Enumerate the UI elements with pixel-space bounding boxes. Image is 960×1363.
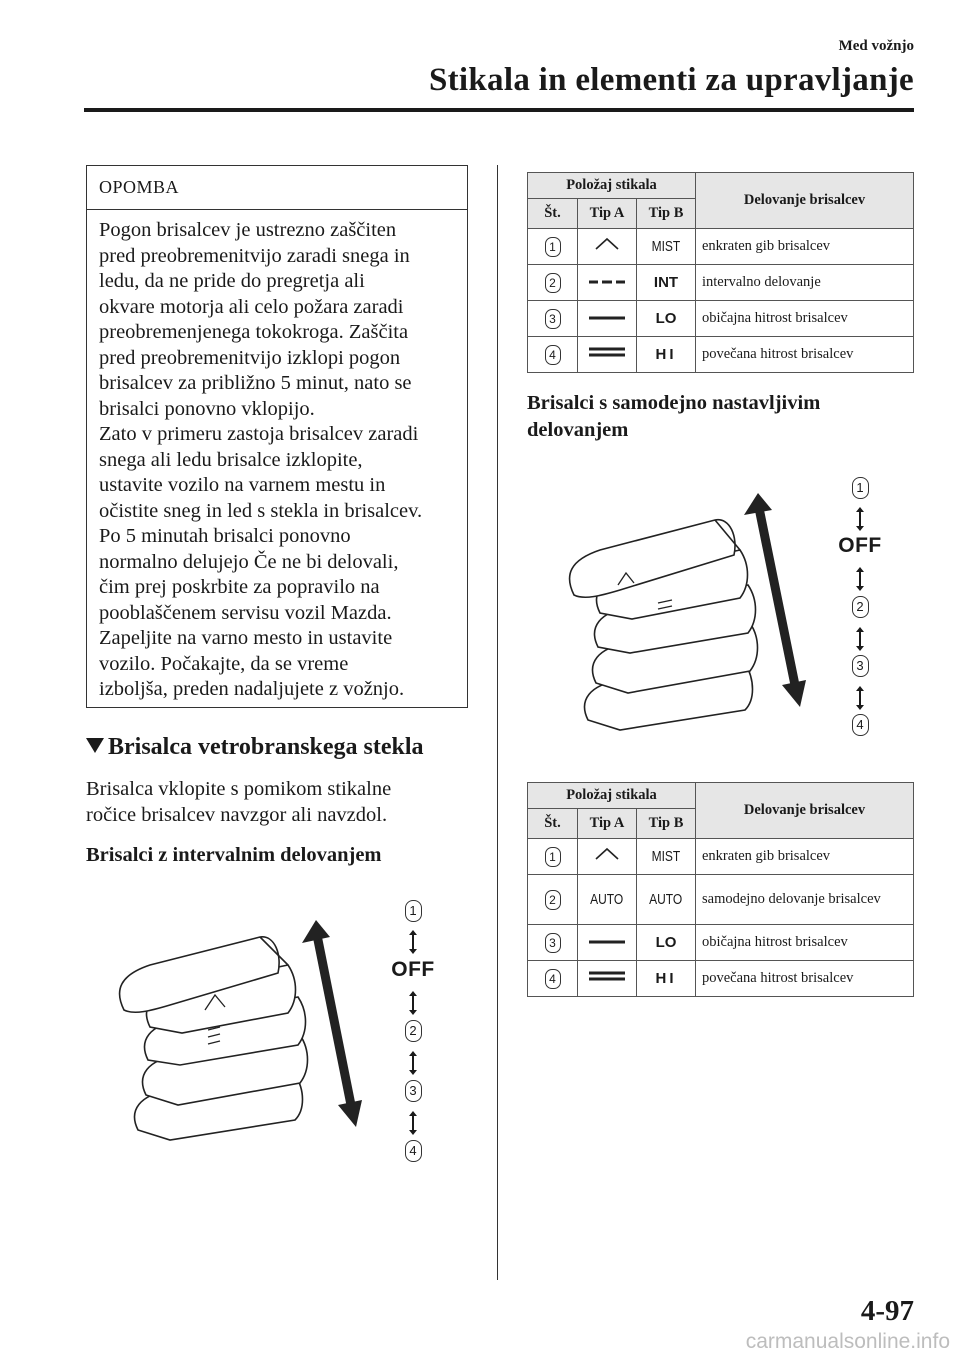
header-position: Položaj stikala [528, 783, 696, 809]
table-row: 2 AUTO AUTO samodejno delovanje brisalcev [528, 875, 914, 925]
note-line: brisalci ponovno vklopijo. [99, 397, 315, 420]
double-arrow-icon [859, 509, 861, 529]
subheading-auto: Brisalci s samodejno nastavljivim delovanjem [527, 392, 821, 441]
watermark: carmanualsonline.info [745, 1330, 950, 1353]
note-line: okvare motorja ali celo požara zaradi [99, 295, 404, 318]
note-line: brisalcev za približno 5 minut, nato se [99, 372, 412, 394]
note-line: pred preobremenitvijo zaradi snega in [99, 244, 410, 267]
table-row: 4 HI povečana hitrost brisalcev [528, 337, 914, 373]
note-line: preobremenjenega tokokroga. Zaščita [99, 321, 409, 343]
high-speed-bars-icon [587, 346, 627, 358]
note-heading: OPOMBA [87, 166, 467, 210]
table-row: 3 LO običajna hitrost brisalcev [528, 301, 914, 337]
note-box [86, 165, 468, 708]
high-speed-bars-icon [587, 970, 627, 982]
mist-arc-icon [592, 237, 622, 251]
note-line: očistite sneg in led s stekla in brisalcev. [99, 499, 423, 522]
section-paragraph: Brisalca vklopite s pomikom stikalne ročice brisalcev navzgor ali navzdol. [86, 778, 392, 826]
callout-off: OFF [838, 534, 882, 557]
note-line: čim prej poskrbite za popravilo na [99, 576, 380, 598]
hi-label: HI [655, 969, 677, 987]
table-row: 4 HI povečana hitrost brisalcev [528, 961, 914, 997]
note-line: ledu, da ne pride do pregretja ali [99, 270, 365, 292]
wiper-table-interval [527, 172, 914, 373]
table-row: 1 MIST enkraten gib brisalcev [528, 229, 914, 265]
callout-2: 2 [845, 596, 875, 618]
auto-label-b: AUTO [649, 890, 683, 908]
callout-4: 4 [845, 714, 875, 736]
callout-off: OFF [391, 958, 435, 981]
hi-label: HI [655, 345, 677, 363]
note-line: Pogon brisalcev je ustrezno zaščiten [99, 219, 397, 241]
note-line: pred preobremenitvijo izklopi pogon [99, 346, 401, 369]
double-arrow-icon [412, 932, 414, 952]
auto-label-a: AUTO [590, 890, 624, 908]
note-line: Po 5 minutah brisalci ponovno [99, 525, 351, 547]
section-heading: Brisalca vetrobranskega stekla [86, 734, 424, 761]
note-body [87, 210, 467, 703]
note-line: izboljša, preden nadaljujete z vožnjo. [99, 678, 405, 700]
table-row: 3 LO običajna hitrost brisalcev [528, 925, 914, 961]
column-divider [497, 165, 498, 1280]
low-speed-bar-icon [587, 938, 627, 946]
header-type-a: Tip A [578, 809, 637, 839]
wiper-lever-illustration-2 [560, 485, 830, 745]
callout-3: 3 [845, 655, 875, 677]
header-action: Delovanje brisalcev [696, 173, 914, 229]
subheading-interval: Brisalci z intervalnim delovanjem [86, 844, 382, 866]
callout-3: 3 [398, 1080, 428, 1102]
note-line: snega ali ledu brisalce izklopite, [99, 448, 363, 471]
double-arrow-icon [859, 629, 861, 649]
table-row: 2 INT intervalno delovanje [528, 265, 914, 301]
note-line: Zato v primeru zastoja brisalcev zaradi [99, 423, 419, 445]
header-rule [84, 108, 914, 112]
interval-dashes-icon [587, 278, 627, 286]
header-no: Št. [528, 199, 578, 229]
low-speed-bar-icon [587, 314, 627, 322]
int-label: INT [653, 273, 679, 291]
wiper-table-auto [527, 782, 914, 997]
note-line: pooblaščenem servisu vozil Mazda. [99, 601, 392, 624]
callout-1: 1 [845, 477, 875, 499]
lo-label: LO [655, 309, 677, 327]
header-type-a: Tip A [578, 199, 637, 229]
note-line: Zapeljite na varno mesto in ustavite [99, 627, 393, 649]
header-action: Delovanje brisalcev [696, 783, 914, 839]
header-type-b: Tip B [637, 199, 696, 229]
note-line: vozilo. Počakajte, da se vreme [99, 652, 349, 675]
header-position: Položaj stikala [528, 173, 696, 199]
page-title: Stikala in elementi za upravljanje [428, 62, 914, 98]
page-number: 4-97 [860, 1295, 914, 1327]
wiper-lever-illustration-1 [110, 915, 370, 1155]
callout-2: 2 [398, 1020, 428, 1042]
section-label: Med vožnjo [838, 38, 914, 54]
header-type-b: Tip B [637, 809, 696, 839]
double-arrow-icon [412, 1053, 414, 1073]
double-arrow-icon [859, 569, 861, 589]
mist-label: MIST [651, 847, 681, 865]
callout-1: 1 [398, 900, 428, 922]
table-row: 1 MIST enkraten gib brisalcev [528, 839, 914, 875]
callout-4: 4 [398, 1140, 428, 1162]
note-line: normalno delujejo Če ne bi delovali, [99, 550, 399, 573]
header-no: Št. [528, 809, 578, 839]
lo-label: LO [655, 933, 677, 951]
mist-arc-icon [592, 847, 622, 861]
mist-label: MIST [651, 237, 681, 255]
note-line: ustavite vozilo na varnem mestu in [99, 474, 386, 496]
double-arrow-icon [412, 993, 414, 1013]
double-arrow-icon [412, 1113, 414, 1133]
triangle-bullet-icon [86, 738, 104, 753]
double-arrow-icon [859, 688, 861, 708]
